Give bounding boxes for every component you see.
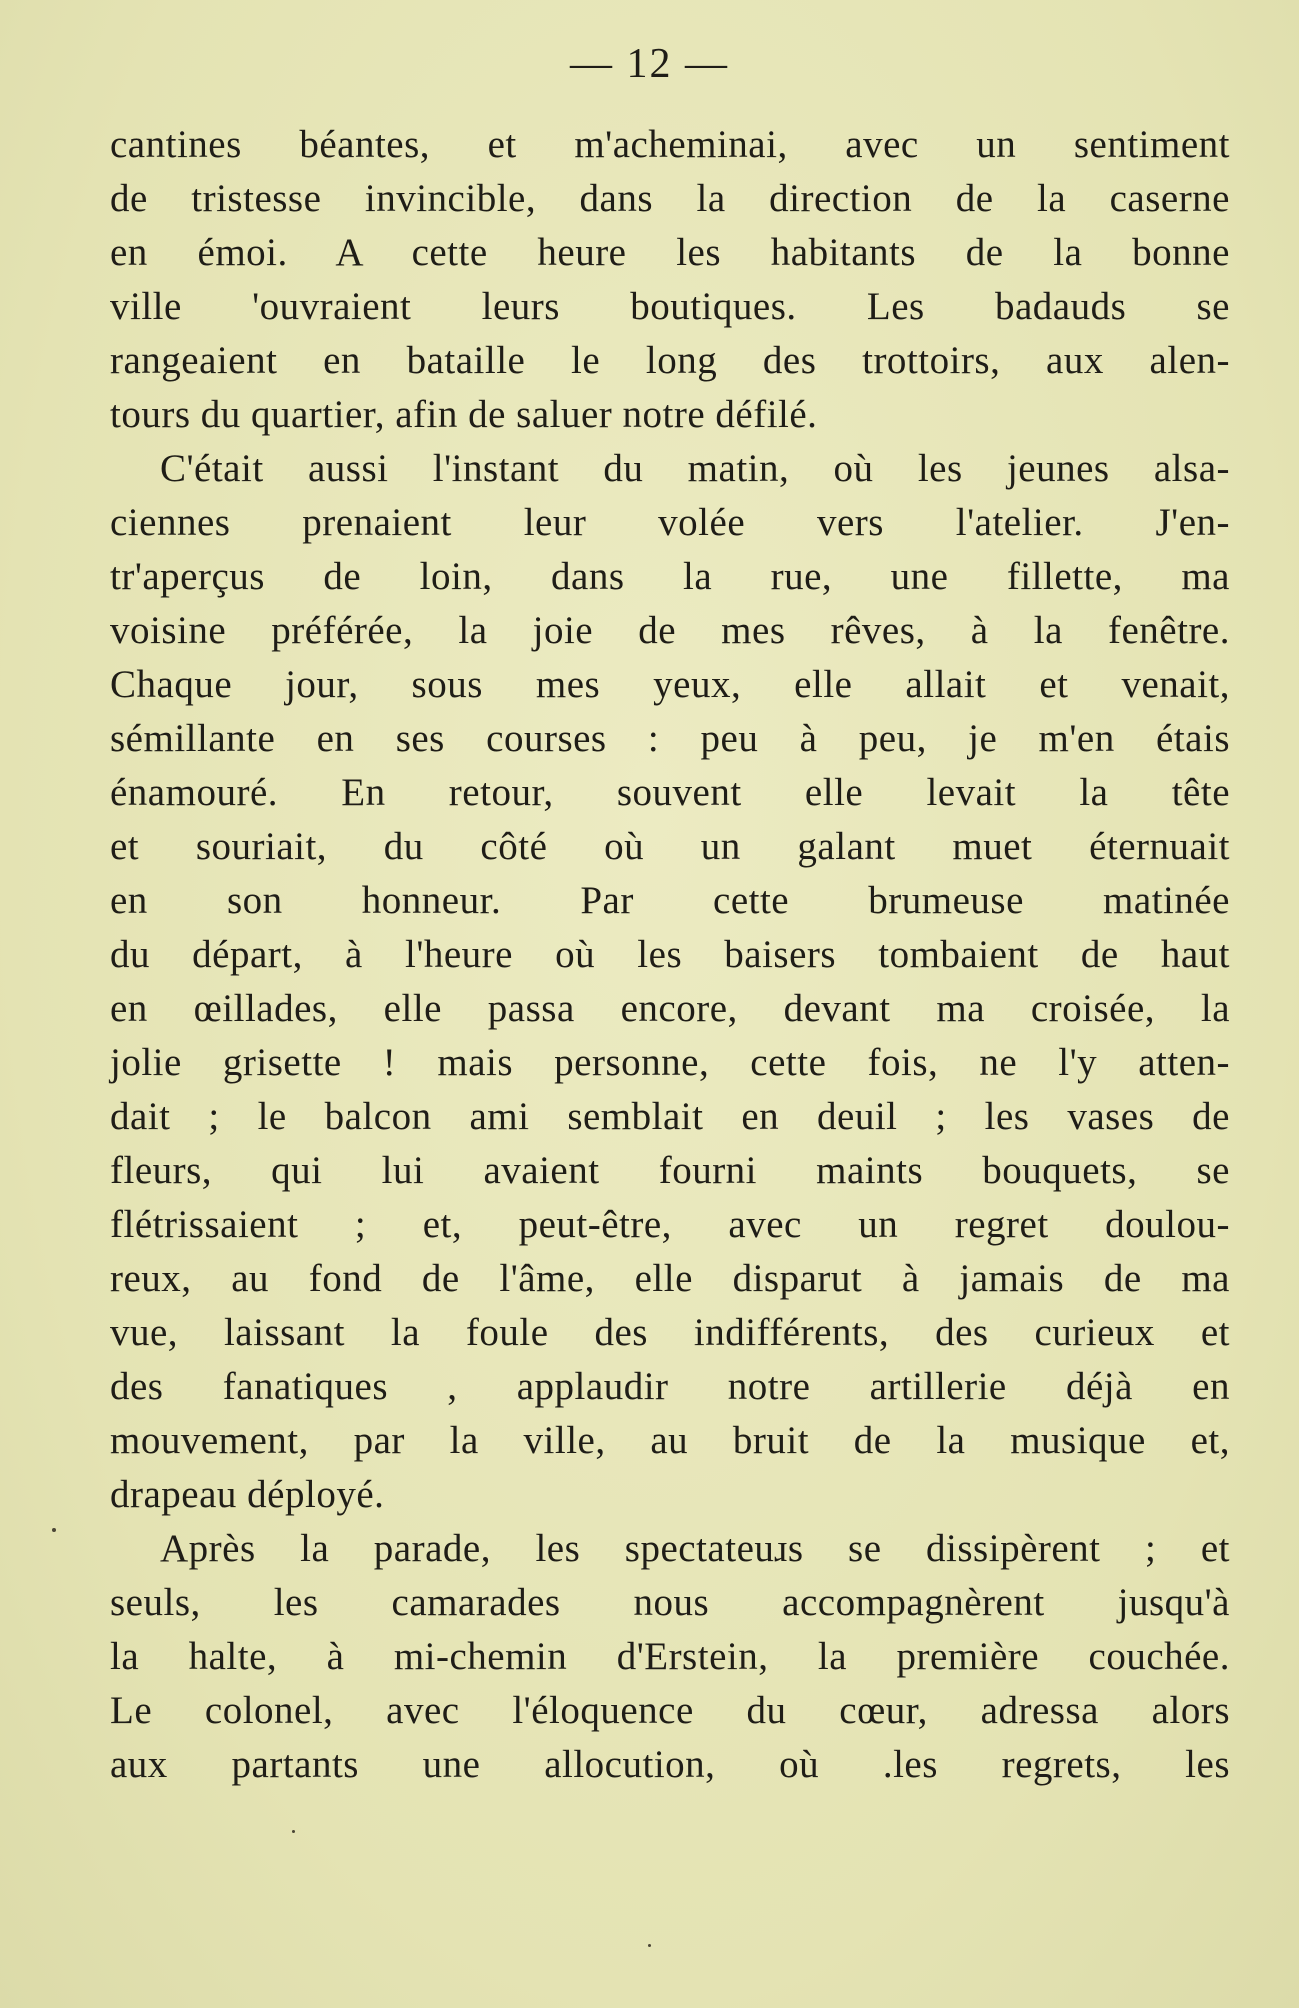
text-line: flétrissaient ; et, peut-être, avec un regret doulou-	[110, 1203, 1230, 1246]
text-line: dait ; le balcon ami semblait en deuil ; les vases de	[110, 1095, 1230, 1138]
text-line: cantines béantes, et m'acheminai, avec un sentiment	[110, 123, 1230, 166]
text-line: en son honneur. Par cette brumeuse matinée	[110, 879, 1230, 922]
body-text	[110, 118, 1230, 1792]
text-line: ville 'ouvraient leurs boutiques. Les badauds se	[110, 285, 1230, 328]
text-line: des fanatiques , applaudir notre artillerie déjà en	[110, 1365, 1230, 1408]
page-number: — 12 —	[570, 41, 729, 87]
text-line: sémillante en ses courses : peu à peu, je m'en étais	[110, 717, 1230, 760]
paper-speck	[292, 1830, 295, 1833]
text-line: énamouré. En retour, souvent elle levait la tête	[110, 771, 1230, 814]
paper-speck	[648, 1944, 651, 1947]
text-line: seuls, les camarades nous accompagnèrent jusqu'à	[110, 1581, 1230, 1624]
text-line: C'était aussi l'instant du matin, où les jeunes alsa-	[160, 447, 1230, 490]
text-line: ciennes prenaient leur volée vers l'atelier. J'en-	[110, 501, 1230, 544]
text-line: jolie grisette ! mais personne, cette fois, ne l'y atten-	[110, 1041, 1230, 1084]
text-line: vue, laissant la foule des indifférents, des curieux et	[110, 1311, 1230, 1354]
text-line: reux, au fond de l'âme, elle disparut à jamais de ma	[110, 1257, 1230, 1300]
text-line: la halte, à mi-chemin d'Erstein, la première couchée.	[110, 1635, 1230, 1678]
text-line: en émoi. A cette heure les habitants de la bonne	[110, 231, 1230, 274]
paragraph-1	[110, 118, 1230, 442]
text-line: Après la parade, les spectateuɹs se dissipèrent ; et	[160, 1527, 1230, 1570]
text-line: rangeaient en bataille le long des trottoirs, aux alen-	[110, 339, 1230, 382]
text-line: du départ, à l'heure où les baisers tombaient de haut	[110, 933, 1230, 976]
text-line: et souriait, du côté où un galant muet éternuait	[110, 825, 1230, 868]
text-line: mouvement, par la ville, au bruit de la musique et,	[110, 1419, 1230, 1462]
text-line: aux partants une allocution, où .les regrets, les	[110, 1743, 1230, 1786]
text-line: en œillades, elle passa encore, devant ma croisée, la	[110, 987, 1230, 1030]
text-line: voisine préférée, la joie de mes rêves, à la fenêtre.	[110, 609, 1230, 652]
text-line: Chaque jour, sous mes yeux, elle allait et venait,	[110, 663, 1230, 706]
text-line: tr'aperçus de loin, dans la rue, une fillette, ma	[110, 555, 1230, 598]
text-line: fleurs, qui lui avaient fourni maints bouquets, se	[110, 1149, 1230, 1192]
text-line: tours du quartier, afin de saluer notre défilé.	[110, 393, 818, 436]
paragraph-2	[110, 442, 1230, 1522]
text-line: drapeau déployé.	[110, 1473, 385, 1516]
paragraph-3	[110, 1522, 1230, 1792]
text-line: Le colonel, avec l'éloquence du cœur, adressa alors	[110, 1689, 1230, 1732]
paper-speck	[52, 1528, 56, 1532]
text-line: de tristesse invincible, dans la direction de la caserne	[110, 177, 1230, 220]
